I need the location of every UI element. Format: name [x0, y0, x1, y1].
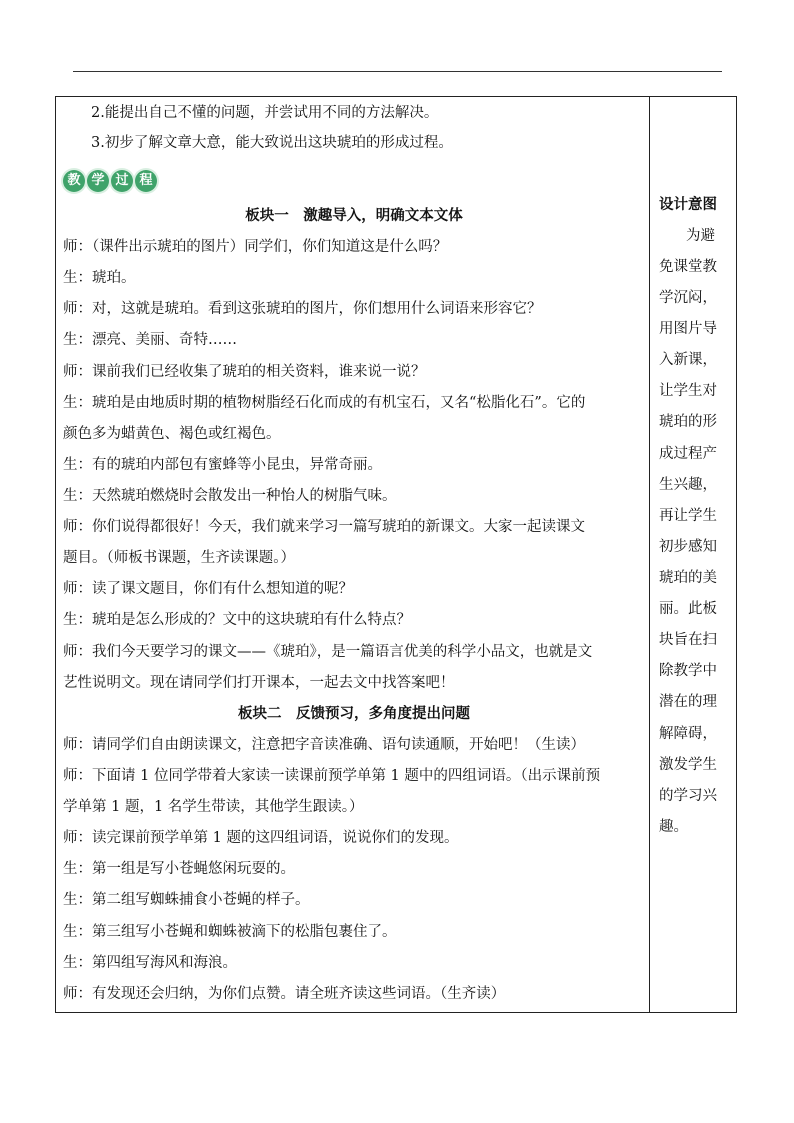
design-intent-line: 为避: [686, 228, 715, 244]
design-intent-line: 除教学中: [659, 663, 717, 679]
design-intent-line: 让学生对: [659, 383, 717, 399]
design-intent-line: 再让学生: [659, 508, 717, 524]
header-rule: [73, 71, 722, 72]
dialogue-line: 生：第一组是写小苍蝇悠闲玩耍的。: [63, 861, 295, 877]
design-intent-line: 趣。: [659, 819, 688, 835]
dialogue-line: 师：对，这就是琥珀。看到这张琥珀的图片，你们想用什么词语来形容它？: [63, 301, 542, 317]
dialogue-line: 师：（课件出示琥珀的图片）同学们，你们知道这是什么吗？: [63, 239, 448, 255]
design-intent-line: 激发学生: [659, 757, 717, 773]
design-intent-line: 生兴趣，: [659, 477, 717, 493]
dialogue-line: 师：你们说得都很好！今天，我们就来学习一篇写琥珀的新课文。大家一起读课文: [63, 519, 585, 535]
design-intent-line: 潜在的理: [659, 694, 717, 710]
dialogue-line: 师：请同学们自由朗读课文，注意把字音读准确、语句读通顺，开始吧！（生读）: [63, 737, 585, 753]
dialogue-line: 学单第 1 题，1 名学生带读，其他学生跟读。）: [63, 799, 364, 815]
design-intent-line: 学沉闷，: [659, 290, 717, 306]
dialogue-line: 生：第四组写海风和海浪。: [63, 955, 237, 971]
design-intent-line: 免课堂教: [659, 259, 717, 275]
dialogue-line: 师：我们今天要学习的课文——《琥珀》，是一篇语言优美的科学小品文，也就是文: [63, 644, 593, 660]
objective-2: 2.能提出自己不懂的问题，并尝试用不同的方法解决。: [91, 105, 439, 121]
design-intent-line: 的学习兴: [659, 788, 717, 804]
objective-3: 3.初步了解文章大意，能大致说出这块琥珀的形成过程。: [91, 135, 453, 151]
design-intent-line: 初步感知: [659, 539, 717, 555]
dialogue-line: 生：琥珀。: [63, 270, 136, 286]
dialogue-line: 师：有发现还会归纳，为你们点赞。请全班齐读这些词语。（生齐读）: [63, 986, 506, 1002]
dialogue-line: 生：天然琥珀燃烧时会散发出一种怡人的树脂气味。: [63, 488, 397, 504]
dialogue-line: 师：读完课前预学单第 1 题的这四组词语，说说你们的发现。: [63, 830, 459, 846]
dialogue-line: 师：读了课文题目，你们有什么想知道的呢？: [63, 581, 353, 597]
dialogue-line: 颜色多为蜡黄色、褐色或红褐色。: [63, 426, 281, 442]
dialogue-line: 艺性说明文。现在请同学们打开课本，一起去文中找答案吧！: [63, 675, 455, 691]
dialogue-line: 生：有的琥珀内部包有蜜蜂等小昆虫，异常奇丽。: [63, 457, 382, 473]
design-intent-line: 入新课，: [659, 352, 717, 368]
dialogue-line: 生：第三组写小苍蝇和蜘蛛被滴下的松脂包裹住了。: [63, 924, 397, 940]
dialogue-line: 生：漂亮、美丽、奇特……: [63, 332, 237, 348]
design-intent-line: 解障碍，: [659, 726, 717, 742]
section2-title: 板块二 反馈预习，多角度提出问题: [238, 705, 470, 722]
dialogue-line: 生：琥珀是怎么形成的？文中的这块琥珀有什么特点？: [63, 612, 411, 628]
design-intent-line: 块旨在扫: [659, 632, 717, 648]
dialogue-line: 题目。（师板书课题，生齐读课题。）: [63, 550, 295, 566]
design-intent-line: 成过程产: [659, 446, 717, 462]
dialogue-line: 师：下面请 1 位同学带着大家读一读课前预学单第 1 题中的四组词语。（出示课前预: [63, 768, 601, 784]
design-intent-title: 设计意图: [659, 196, 717, 213]
dialogue-line: 师：课前我们已经收集了琥珀的相关资料，谁来说一说？: [63, 364, 426, 380]
section1-title: 板块一 激趣导入，明确文本文体: [245, 207, 463, 224]
teaching-process-badge: 教 学 过 程: [63, 165, 157, 197]
design-intent-line: 用图片导: [659, 321, 717, 337]
dialogue-line: 生：第二组写蜘蛛捕食小苍蝇的样子。: [63, 892, 310, 908]
design-intent-line: 琥珀的形: [659, 414, 717, 430]
dialogue-line: 生：琥珀是由地质时期的植物树脂经石化而成的有机宝石，又名“松脂化石”。它的: [63, 395, 586, 411]
design-intent-line: 琥珀的美: [659, 570, 717, 586]
column-divider: [649, 96, 650, 1013]
design-intent-line: 丽。此板: [659, 601, 717, 617]
